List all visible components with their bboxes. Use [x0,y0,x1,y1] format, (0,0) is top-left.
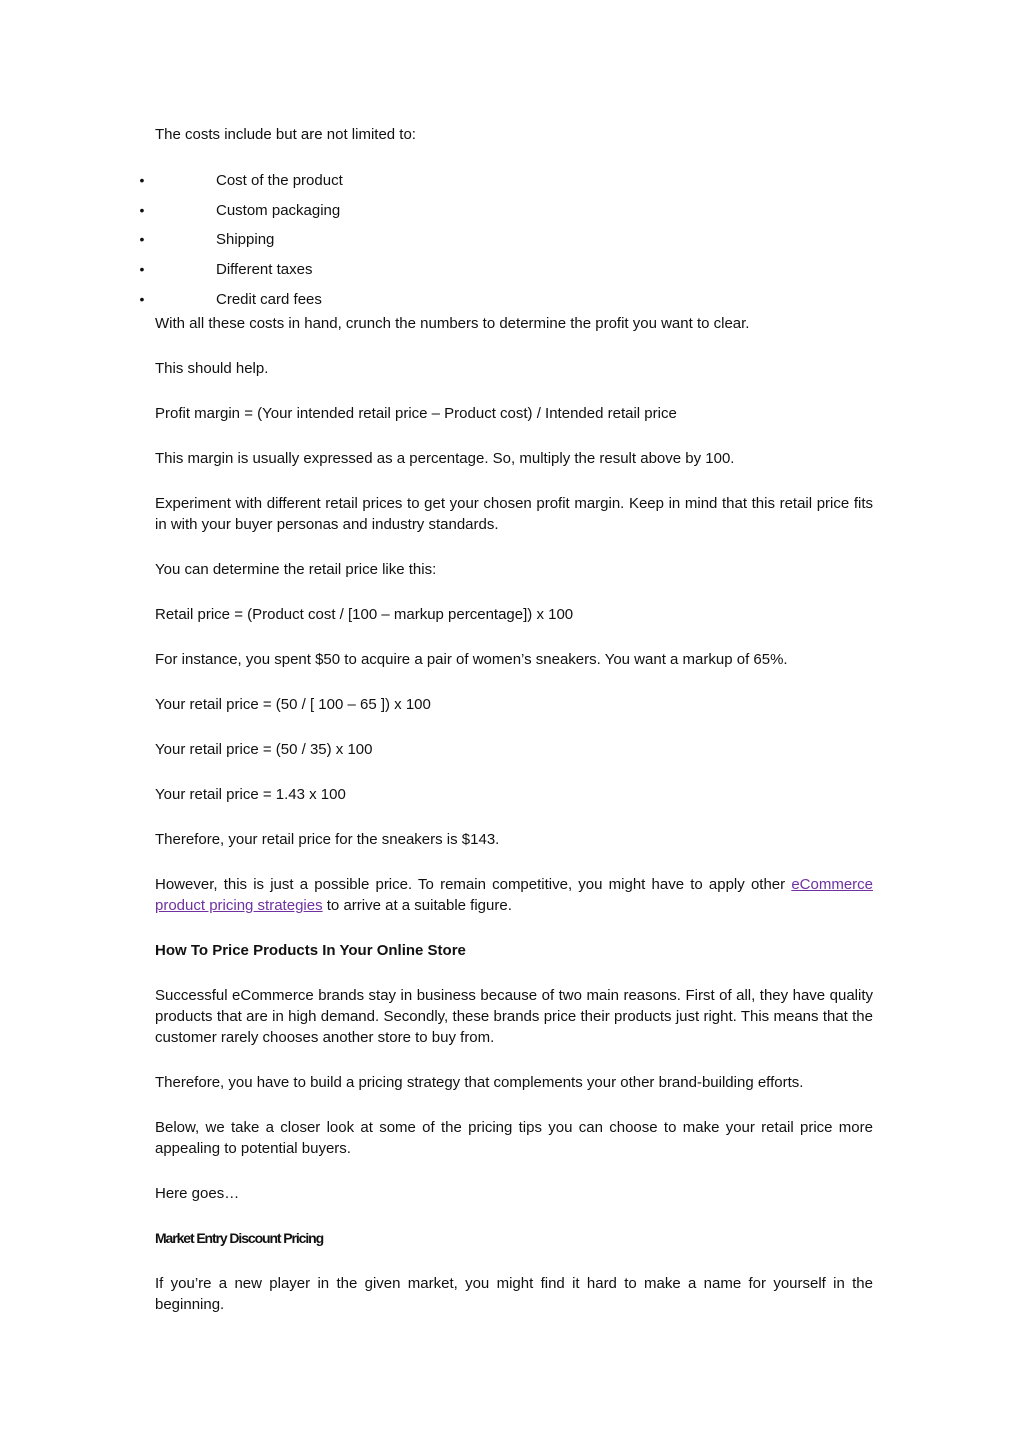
here-goes-paragraph: Here goes… [155,1185,240,1203]
however-text-before: However, this is just a possible price. To remain competitive, you might have to apply other [155,876,792,894]
however-paragraph [155,874,873,916]
document-body [139,124,873,1339]
below-paragraph: Below, we take a closer look at some of the pricing tips you can choose to make your retail price more appealing to potential buyers. [155,1119,873,1158]
market-entry-subheading: Market Entry Discount Pricing [155,1230,324,1247]
build-strategy-paragraph: Therefore, you have to build a pricing strategy that complements your other brand-building efforts. [155,1074,804,1092]
list-item-text: Cost of the product [216,172,343,189]
percentage-paragraph: This margin is usually expressed as a percentage. So, multiply the result above by 100. [155,450,735,468]
cost-list [139,170,873,318]
bullet-icon: • [139,172,145,188]
determine-paragraph: You can determine the retail price like this: [155,561,437,579]
how-to-price-heading: How To Price Products In Your Online Store [155,942,466,960]
all-costs-paragraph: With all these costs in hand, crunch the numbers to determine the profit you want to clear. [155,315,750,333]
intro-paragraph: The costs include but are not limited to: [155,126,416,143]
calculation-step-2: Your retail price = (50 / 35) x 100 [155,741,373,759]
new-player-paragraph: If you’re a new player in the given market, you might find it hard to make a name for yourself in the beginning. [155,1275,873,1314]
pricing-strategies-link[interactable]: eCommerce product pricing strategies [155,876,873,915]
calculation-step-1: Your retail price = (50 / [ 100 – 65 ]) x 100 [155,696,431,714]
bullet-icon: • [139,261,145,278]
list-item-text: Different taxes [216,261,313,279]
list-item [139,289,873,319]
bullet-icon: • [139,201,145,218]
instance-paragraph: For instance, you spent $50 to acquire a pair of women’s sneakers. You want a markup of 65%. [155,651,788,669]
bullet-icon: • [139,231,145,248]
list-item-text: Shipping [216,231,275,249]
list-item-text: Custom packaging [216,201,341,219]
list-item-text: Credit card fees [216,290,322,308]
list-item [139,200,873,230]
calculation-step-3: Your retail price = 1.43 x 100 [155,786,346,804]
should-help-paragraph: This should help. [155,360,269,378]
experiment-paragraph: Experiment with different retail prices to get your chosen profit margin. Keep in mind that this retail price fits in with your buyer personas and industry standards. [155,495,873,534]
profit-margin-formula: Profit margin = (Your intended retail price – Product cost) / Intended retail price [155,405,677,423]
list-item [139,229,873,259]
however-text-after: to arrive at a suitable figure. [322,897,512,915]
list-item [139,259,873,289]
list-item [139,170,873,200]
retail-price-formula: Retail price = (Product cost / [100 – markup percentage]) x 100 [155,606,574,624]
bullet-icon: • [139,290,145,307]
successful-brands-paragraph: Successful eCommerce brands stay in business because of two main reasons. First of all, they have quality products that are in high demand. Secondly, these brands price their products just right. This means that the customer rarely chooses another store to buy from. [155,987,873,1047]
therefore-price-paragraph: Therefore, your retail price for the sneakers is $143. [155,831,500,849]
